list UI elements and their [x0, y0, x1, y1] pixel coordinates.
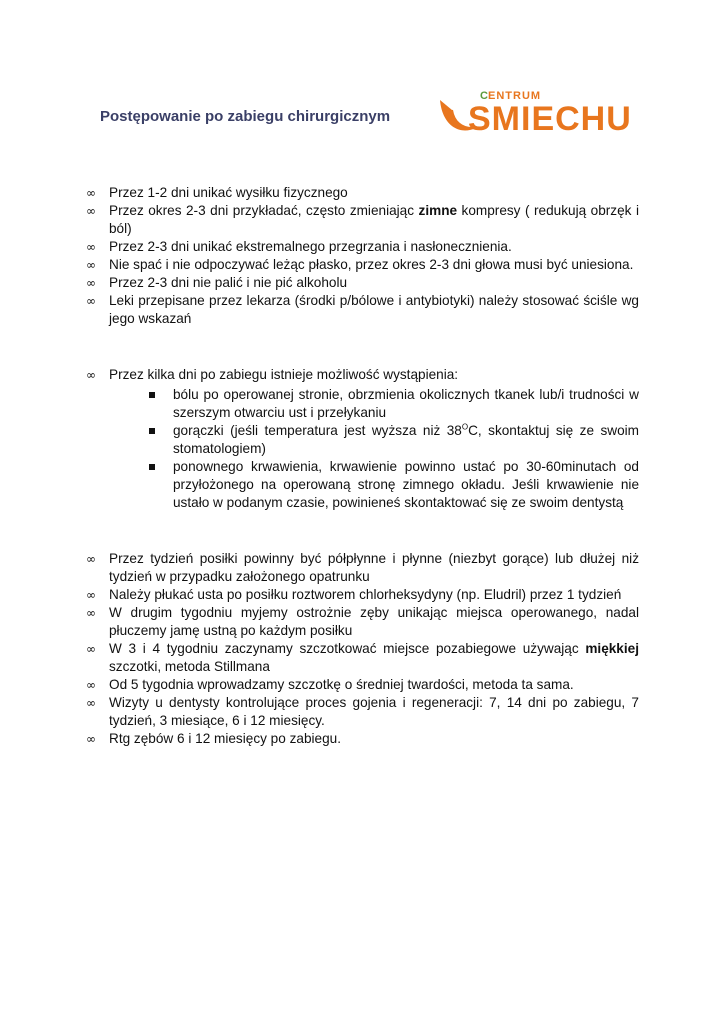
- list-item: [86, 730, 639, 748]
- instructions: [86, 184, 639, 748]
- item-text: bólu po operowanej stronie, obrzmienia okolicznych tkanek lub/i trudności w szerszym otwarciu ust i przełykaniu: [173, 387, 639, 420]
- item-text: Należy płukać usta po posiłku roztworem chlorheksydyny (np. Eludril) przez 1 tydzień: [109, 587, 622, 602]
- list-item: [86, 238, 639, 256]
- square-bullet-icon: [149, 392, 155, 398]
- infinity-bullet-icon: ∞: [86, 186, 96, 200]
- infinity-bullet-icon: ∞: [86, 696, 96, 710]
- item-text: Nie spać i nie odpoczywać leżąc płasko, przez okres 2-3 dni głowa musi być uniesiona.: [109, 257, 634, 272]
- infinity-bullet-icon: ∞: [86, 678, 96, 692]
- item-text: Przez okres 2-3 dni przykładać, często zmieniając: [109, 203, 419, 218]
- infinity-bullet-icon: ∞: [86, 240, 96, 254]
- infinity-bullet-icon: ∞: [86, 294, 96, 308]
- infinity-bullet-icon: ∞: [86, 606, 96, 620]
- list-item: [86, 550, 639, 586]
- item-text: Przez 1-2 dni unikać wysiłku fizycznego: [109, 185, 348, 200]
- list-item: [86, 640, 639, 676]
- item-text: Przez tydzień posiłki powinny być półpłynne i płynne (niezbyt gorące) lub dłużej niż tydzień w przypadku założonego opatrunku: [109, 551, 639, 584]
- svg-text:ENTRUM: ENTRUM: [488, 90, 542, 102]
- item-text: Leki przepisane przez lekarza (środki p/bólowe i antybiotyki) należy stosować ściśle wg jego wskazań: [109, 293, 639, 326]
- infinity-bullet-icon: ∞: [86, 732, 96, 746]
- infinity-bullet-icon: ∞: [86, 552, 96, 566]
- item-text: Od 5 tygodnia wprowadzamy szczotkę o średniej twardości, metoda ta sama.: [109, 677, 574, 692]
- item-text: C, skontaktuj się ze swoim stomatologiem): [173, 423, 639, 456]
- item-text: gorączki (jeśli temperatura jest wyższa niż 38: [173, 423, 462, 438]
- item-text: W drugim tygodniu myjemy ostrożnie zęby unikając miejsca operowanego, nadal płuczemy jamę ustną po każdym posiłku: [109, 605, 639, 638]
- superscript: O: [461, 422, 469, 432]
- item-text: Przez 2-3 dni nie palić i nie pić alkoholu: [109, 275, 348, 290]
- infinity-bullet-icon: ∞: [86, 276, 96, 290]
- list-item: [86, 274, 639, 292]
- list-item: [86, 184, 639, 202]
- infinity-bullet-icon: ∞: [86, 368, 96, 382]
- sub-list-item: [147, 458, 639, 512]
- list-item: [86, 256, 639, 274]
- svg-text:SMIECHU: SMIECHU: [468, 100, 632, 138]
- list-item: ∞ Przez kilka dni po zabiegu istnieje możliwość wystąpienia:: [86, 367, 459, 382]
- list-item: [86, 586, 639, 604]
- item-text: Rtg zębów 6 i 12 miesięcy po zabiegu.: [109, 731, 341, 746]
- list-item: [86, 292, 639, 328]
- list-item: [86, 604, 639, 640]
- square-bullet-icon: [149, 428, 155, 434]
- item-text: W 3 i 4 tygodniu zaczynamy szczotkować miejsce pozabiegowe używając: [109, 641, 586, 656]
- infinity-bullet-icon: ∞: [86, 588, 96, 602]
- sub-list-item: [147, 386, 639, 422]
- item-text: ponownego krwawienia, krwawienie powinno ustać po 30-60minutach od przyłożonego na operowaną stronę zimnego okładu. Jeśli krwawienie nie ustało w podanym czasie, powinieneś skontaktować się ze swoim dentystą: [173, 459, 639, 510]
- emphasis: miękkiej: [585, 641, 639, 656]
- sub-list-item: [147, 422, 639, 458]
- company-logo: [432, 86, 642, 138]
- item-text: kompresy ( redukują obrzęk i ból): [109, 203, 639, 236]
- item-text: Wizyty u dentysty kontrolujące proces gojenia i regeneracji: 7, 14 dni po zabiegu, 7 tydzień, 3 miesiące, 6 i 12 miesięcy.: [109, 695, 639, 728]
- infinity-bullet-icon: ∞: [86, 642, 96, 656]
- list-item: [86, 694, 639, 730]
- list-item: [86, 202, 639, 238]
- infinity-bullet-icon: ∞: [86, 258, 96, 272]
- item-text: szczotki, metoda Stillmana: [109, 659, 270, 674]
- list-item: [86, 676, 639, 694]
- svg-text:C: C: [480, 90, 488, 102]
- square-bullet-icon: [149, 464, 155, 470]
- item-text: Przez 2-3 dni unikać ekstremalnego przegrzania i nasłonecznienia.: [109, 239, 512, 254]
- page-title: Postępowanie po zabiegu chirurgicznym: [100, 108, 391, 125]
- infinity-bullet-icon: ∞: [86, 204, 96, 218]
- emphasis: zimne: [418, 203, 458, 218]
